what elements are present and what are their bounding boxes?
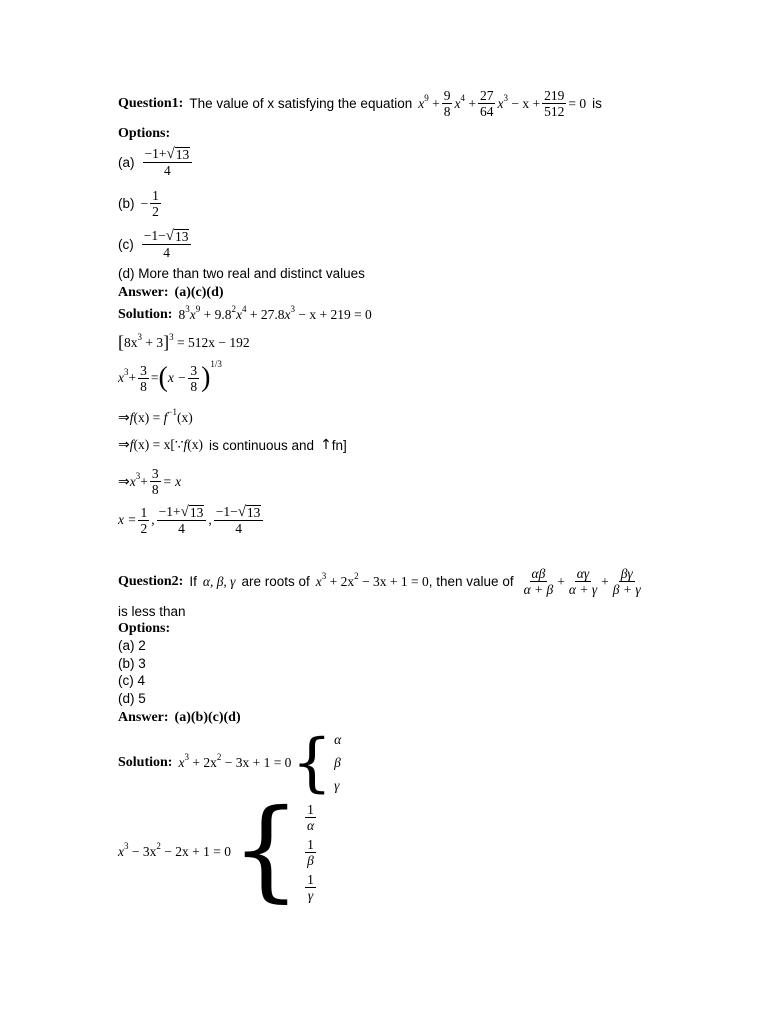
q1-options-label: Options: xyxy=(118,126,171,141)
q1-suffix: is xyxy=(592,96,602,111)
answer-label: Answer: xyxy=(118,285,169,300)
option-fraction: $\frac{1}{2}$ xyxy=(152,188,159,219)
q2-statement: Question2: If α, β, γ are roots of x 3 + 2x 2 − 3x + 1 = 0 , then value of $\frac{\alpha\beta}{\alpha + \beta}$ + $\frac{\alpha\gamma}{\alpha + \gamma}$ + $\frac{\beta\gamma}{\beta + \gamma}$ xyxy=(118,566,641,597)
q1-solution-line-6: ⇒ x 3 + $\frac{3}{8}$ = x xyxy=(118,466,182,497)
q2-less-than: is less than xyxy=(118,604,186,619)
q2-option-b: (b) 3 xyxy=(118,656,146,671)
eq-rhs: = 0 xyxy=(568,95,587,111)
q2-solution-line-2: x 3 − 3x 2 − 2x + 1 = 0 { $\frac{1}{\alpha}$ $\frac{1}{\beta}$ $\frac{1}{\gamma}$ xyxy=(118,785,315,913)
q1-solution-line-4: ⇒ f (x) = f −1 (x) xyxy=(118,407,193,426)
solution-label: Solution: xyxy=(118,754,173,770)
option-fraction: −1− √ 13 4 xyxy=(142,228,192,260)
q2-options-label: Options: xyxy=(118,621,171,636)
q1-option-a xyxy=(118,146,194,178)
q2-solution-line-1: Solution: x 3 + 2x 2 − 3x + 1 = 0 { α β γ xyxy=(118,725,342,800)
q1-solution-line-1: Solution: 8 3 x 9 + 9.8 2 x 4 + 27.8 x 3 − x + 219 = 0 xyxy=(118,304,372,322)
q1-solution-line-5: ⇒ f (x) = x [∵ f (x) is continuous and ↑ fn] xyxy=(118,437,347,453)
option-label: (b) xyxy=(118,196,135,211)
q1-option-b xyxy=(118,188,163,219)
q1-option-c xyxy=(118,228,193,260)
option-fraction: −1+ √ 13 4 xyxy=(143,146,193,178)
q1-option-d: (d) More than two real and distinct values xyxy=(118,266,365,281)
q1-answer xyxy=(118,285,224,301)
answer-value: (a)(b)(c)(d) xyxy=(174,710,241,725)
answer-label: Answer: xyxy=(118,710,169,725)
q1-solution-line-3: x 3 + $\frac{3}{8}$ = ( x − $\frac{3}{8}$ ) 1/3 xyxy=(118,359,222,394)
q1-solution-line-7: x = $\frac{1}{2}$ , −1+ √ 13 4 , −1− √ 13 4 xyxy=(118,504,265,536)
eq-term: x xyxy=(454,95,461,111)
q1-text: The value of x satisfying the equation xyxy=(189,96,413,111)
q2-roots: α, β, γ xyxy=(202,573,236,589)
eq-term: x xyxy=(418,95,425,111)
option-label: (a) xyxy=(118,154,135,170)
eq-exp: 9 xyxy=(424,92,429,103)
eq-exp: 4 xyxy=(460,92,465,103)
eq-fraction: $\frac{219}{512}$ xyxy=(544,88,565,119)
eq-exp: 3 xyxy=(503,92,508,103)
eq-fraction: $\frac{9}{8}$ xyxy=(443,88,451,119)
q2-text-then: , then value of xyxy=(428,574,514,589)
q1-label: Question1: xyxy=(118,95,184,111)
q2-label: Question2: xyxy=(118,573,184,589)
eq-term: − x + xyxy=(511,95,541,111)
answer-value: (a)(c)(d) xyxy=(174,285,224,300)
q2-option-c: (c) 4 xyxy=(118,673,145,688)
q2-text-roots: are roots of xyxy=(241,574,310,589)
q2-answer xyxy=(118,710,241,726)
q1-solution-line-2: [ 8x 3 + 3 ] 3 = 512x − 192 xyxy=(118,331,250,352)
sign: − xyxy=(140,195,149,211)
q1-statement: Question1: The value of x satisfying the equation x 9 + $\frac{9}{8}$ x 4 + $\frac{27}{64}$ x 3 − x + $\frac{219}{512}$ = 0 is xyxy=(118,88,602,119)
option-label: (c) xyxy=(118,236,134,252)
eq-fraction: $\frac{27}{64}$ xyxy=(479,88,494,119)
q2-text-if: If xyxy=(189,574,197,589)
q2-option-a: (a) 2 xyxy=(118,638,146,653)
solution-label: Solution: xyxy=(118,307,173,322)
eq-term: x xyxy=(497,95,504,111)
q2-option-d: (d) 5 xyxy=(118,691,146,706)
